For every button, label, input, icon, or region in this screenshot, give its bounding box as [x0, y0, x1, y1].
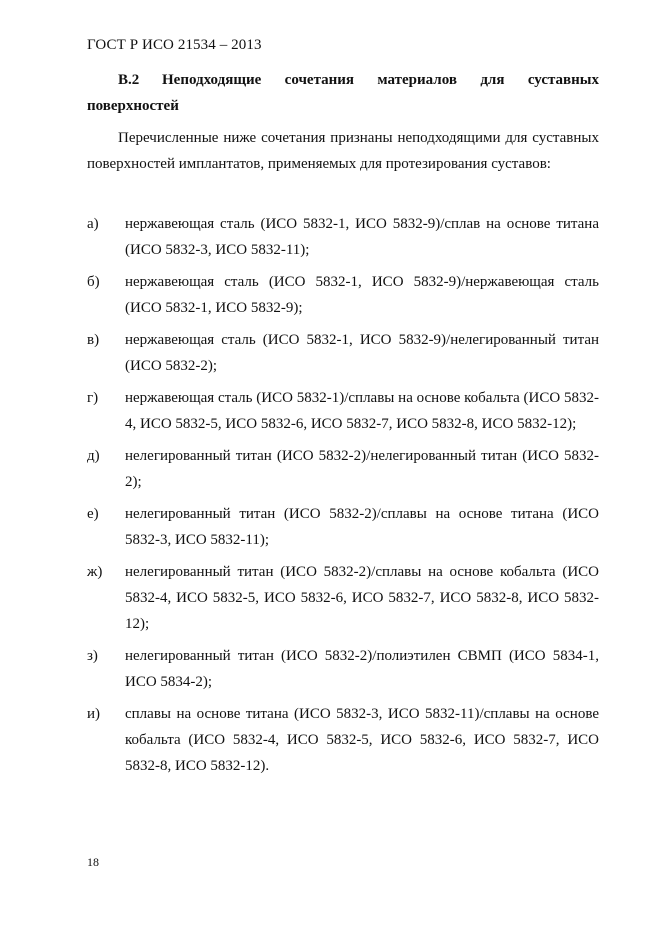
- document-header: ГОСТ Р ИСО 21534 – 2013: [87, 37, 262, 53]
- list-item-text: нержавеющая сталь (ИСО 5832-1)/сплавы на основе кобальта (ИСО 5832-4, ИСО 5832-5, ИСО 5832-6, ИСО 5832-7, ИСО 5832-8, ИСО 5832-12);: [125, 390, 599, 432]
- list-item-marker: е): [87, 506, 99, 522]
- section-title: Неподходящие сочетания материалов для суставных поверхностей: [87, 72, 599, 114]
- list-item-text: нержавеющая сталь (ИСО 5832-1, ИСО 5832-9)/нелегированный титан (ИСО 5832-2);: [125, 332, 599, 374]
- list-item: [87, 443, 599, 495]
- list-item-marker: в): [87, 332, 100, 348]
- materials-list: [87, 211, 599, 785]
- list-item: [87, 559, 599, 637]
- list-item: [87, 211, 599, 263]
- list-item-text: нелегированный титан (ИСО 5832-2)/сплавы на основе кобальта (ИСО 5832-4, ИСО 5832-5, ИСО 5832-6, ИСО 5832-7, ИСО 5832-8, ИСО 5832-12);: [125, 564, 599, 632]
- list-item: [87, 701, 599, 779]
- list-item-text: сплавы на основе титана (ИСО 5832-3, ИСО 5832-11)/сплавы на основе кобальта (ИСО 5832-4, ИСО 5832-5, ИСО 5832-6, ИСО 5832-7, ИСО 5832-8, ИСО 5832-12).: [125, 706, 599, 774]
- list-item-marker: г): [87, 390, 99, 406]
- list-item-marker: з): [87, 648, 98, 664]
- list-item: [87, 327, 599, 379]
- page-number: 18: [87, 855, 99, 869]
- list-item-text: нелегированный титан (ИСО 5832-2)/нелегированный титан (ИСО 5832-2);: [125, 448, 599, 490]
- list-item-text: нелегированный титан (ИСО 5832-2)/сплавы на основе титана (ИСО 5832-3, ИСО 5832-11);: [125, 506, 599, 548]
- list-item-marker: и): [87, 706, 101, 722]
- list-item-text: нержавеющая сталь (ИСО 5832-1, ИСО 5832-9)/нержавеющая сталь (ИСО 5832-1, ИСО 5832-9);: [125, 274, 599, 316]
- list-item: [87, 385, 599, 437]
- list-item-marker: а): [87, 216, 99, 232]
- section-number: В.2: [118, 72, 140, 88]
- list-item-marker: д): [87, 448, 100, 464]
- intro-paragraph: Перечисленные ниже сочетания признаны неподходящими для суставных поверхностей имплантатов, применяемых для протезирования суставов:: [87, 130, 599, 172]
- list-item-marker: ж): [87, 564, 103, 580]
- list-item-text: нержавеющая сталь (ИСО 5832-1, ИСО 5832-9)/сплав на основе титана (ИСО 5832-3, ИСО 5832-11);: [125, 216, 599, 258]
- section-heading: [87, 67, 599, 119]
- list-item: [87, 643, 599, 695]
- list-item: [87, 269, 599, 321]
- list-item-marker: б): [87, 274, 100, 290]
- list-item-text: нелегированный титан (ИСО 5832-2)/полиэтилен СВМП (ИСО 5834-1, ИСО 5834-2);: [125, 648, 599, 690]
- list-item: [87, 501, 599, 553]
